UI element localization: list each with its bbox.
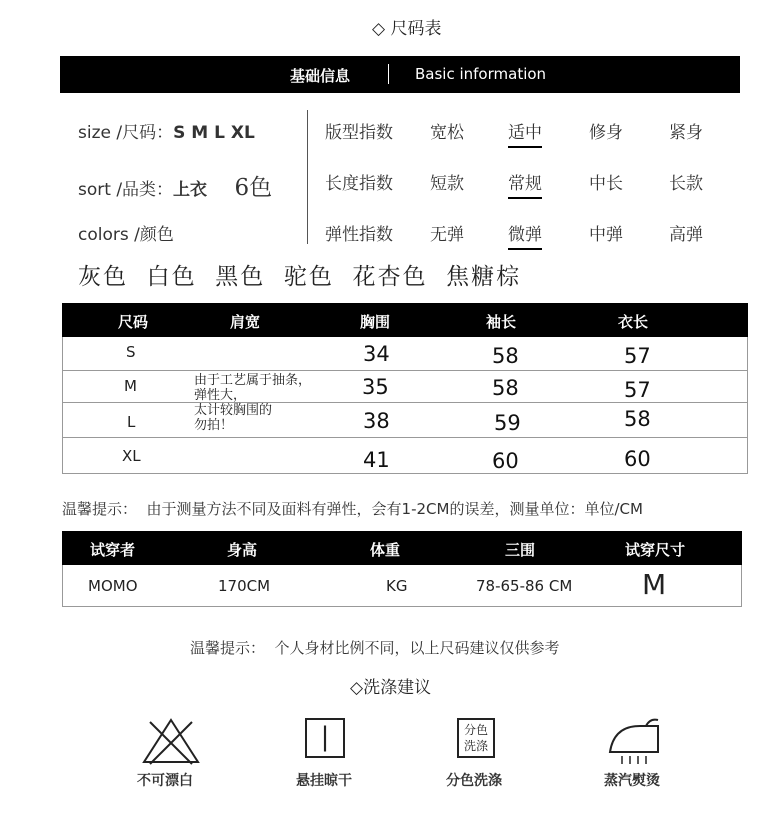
tryon-header-weight: 体重 <box>370 541 401 559</box>
row-chest: 41 <box>363 448 390 472</box>
row-divider <box>62 402 748 403</box>
header-length: 衣长 <box>618 313 649 331</box>
note-line: 弹性大， <box>194 388 247 403</box>
sort-label: sort /品类： <box>78 180 174 200</box>
basic-info-en: Basic information <box>415 65 547 83</box>
shoulder-note <box>194 373 311 433</box>
tryon-header-measures: 三围 <box>505 541 536 559</box>
hang-dry-mark: | <box>320 722 330 752</box>
tryon-measures: 78-65-86 CM <box>476 577 573 595</box>
row-length: 58 <box>624 407 651 431</box>
row-sleeve: 59 <box>494 411 521 435</box>
basic-info-cn: 基础信息 <box>290 67 351 85</box>
header-divider <box>388 64 389 84</box>
tryon-header <box>62 531 742 565</box>
tryon-height: 170CM <box>218 577 271 595</box>
tryon-header-size: 试穿尺寸 <box>625 541 686 559</box>
size-chart-title: ◇ 尺码表 <box>372 19 442 39</box>
index-option: 高弹 <box>669 225 703 245</box>
tryon-size: M <box>642 568 667 601</box>
separate-wash-icon <box>457 718 495 758</box>
note-line: 由于工艺属于抽条， <box>194 373 312 388</box>
care-label-hang-dry: 悬挂晾干 <box>296 773 352 789</box>
body-tip: 温馨提示： 个人身材比例不同，以上尺码建议仅供参考 <box>190 639 560 657</box>
basic-info-header <box>60 56 740 93</box>
vertical-divider <box>307 110 308 244</box>
index-option-selected: 常规 <box>508 169 542 199</box>
row-length: 57 <box>624 378 651 402</box>
index-option: 中弹 <box>589 225 623 245</box>
index-option: 中长 <box>589 174 623 194</box>
size-value: S M L XL <box>173 123 255 143</box>
note-line: 太计较胸围的 <box>194 403 273 418</box>
row-length: 57 <box>624 344 651 368</box>
size-table-header <box>62 303 748 337</box>
index-name: 长度指数 <box>325 174 393 194</box>
index-option: 无弹 <box>430 225 464 245</box>
wash-title: ◇洗涤建议 <box>350 678 432 698</box>
sort-extra: 6色 <box>234 175 273 201</box>
tryon-header-height: 身高 <box>227 541 258 559</box>
header-shoulder: 肩宽 <box>230 313 261 331</box>
care-label-no-bleach: 不可漂白 <box>137 773 193 789</box>
size-row <box>78 118 255 143</box>
index-option: 宽松 <box>430 123 464 143</box>
index-option: 短款 <box>430 174 464 194</box>
measurement-tip: 温馨提示： 由于测量方法不同及面料有弹性，会有1-2CM的误差，测量单位：单位/CM <box>62 500 643 518</box>
index-option-selected: 微弹 <box>508 220 542 250</box>
steam-iron-icon <box>606 716 664 770</box>
colors-list: 灰色 白色 黑色 驼色 花杏色 焦糖棕 <box>78 264 522 290</box>
care-label-separate-wash: 分色洗涤 <box>446 773 502 789</box>
row-chest: 34 <box>363 342 390 366</box>
colors-label: colors /颜色 <box>78 225 174 245</box>
row-size: M <box>124 377 137 395</box>
row-divider <box>62 370 748 371</box>
header-size: 尺码 <box>118 313 149 331</box>
size-label: size /尺码： <box>78 123 174 143</box>
header-sleeve: 袖长 <box>486 313 517 331</box>
separate-wash-text-2: 洗涤 <box>463 739 488 753</box>
hang-dry-icon <box>305 718 345 758</box>
separate-wash-text-1: 分色 <box>463 723 488 737</box>
header-chest: 胸围 <box>360 313 391 331</box>
row-size: L <box>127 413 136 431</box>
row-size: S <box>126 343 136 361</box>
tryon-body <box>62 565 742 607</box>
tryon-header-person: 试穿者 <box>90 541 136 559</box>
no-bleach-icon <box>140 716 202 770</box>
sort-value: 上衣 <box>173 180 208 200</box>
index-option: 紧身 <box>669 123 703 143</box>
row-length: 60 <box>624 447 651 471</box>
row-sleeve: 58 <box>492 344 519 368</box>
care-label-steam-iron: 蒸汽熨烫 <box>604 773 660 789</box>
index-option: 长款 <box>669 174 703 194</box>
sort-row <box>78 169 272 202</box>
tryon-person: MOMO <box>88 577 138 595</box>
index-name: 版型指数 <box>325 123 393 143</box>
row-sleeve: 58 <box>492 376 519 400</box>
index-option-selected: 适中 <box>508 118 542 148</box>
row-size: XL <box>122 447 141 465</box>
note-line: 勿拍！ <box>194 418 234 433</box>
index-option: 修身 <box>589 123 623 143</box>
row-chest: 35 <box>362 375 389 399</box>
row-chest: 38 <box>363 409 390 433</box>
row-divider <box>62 437 748 438</box>
row-sleeve: 60 <box>492 449 519 473</box>
index-name: 弹性指数 <box>325 225 393 245</box>
tryon-weight: KG <box>386 577 408 595</box>
